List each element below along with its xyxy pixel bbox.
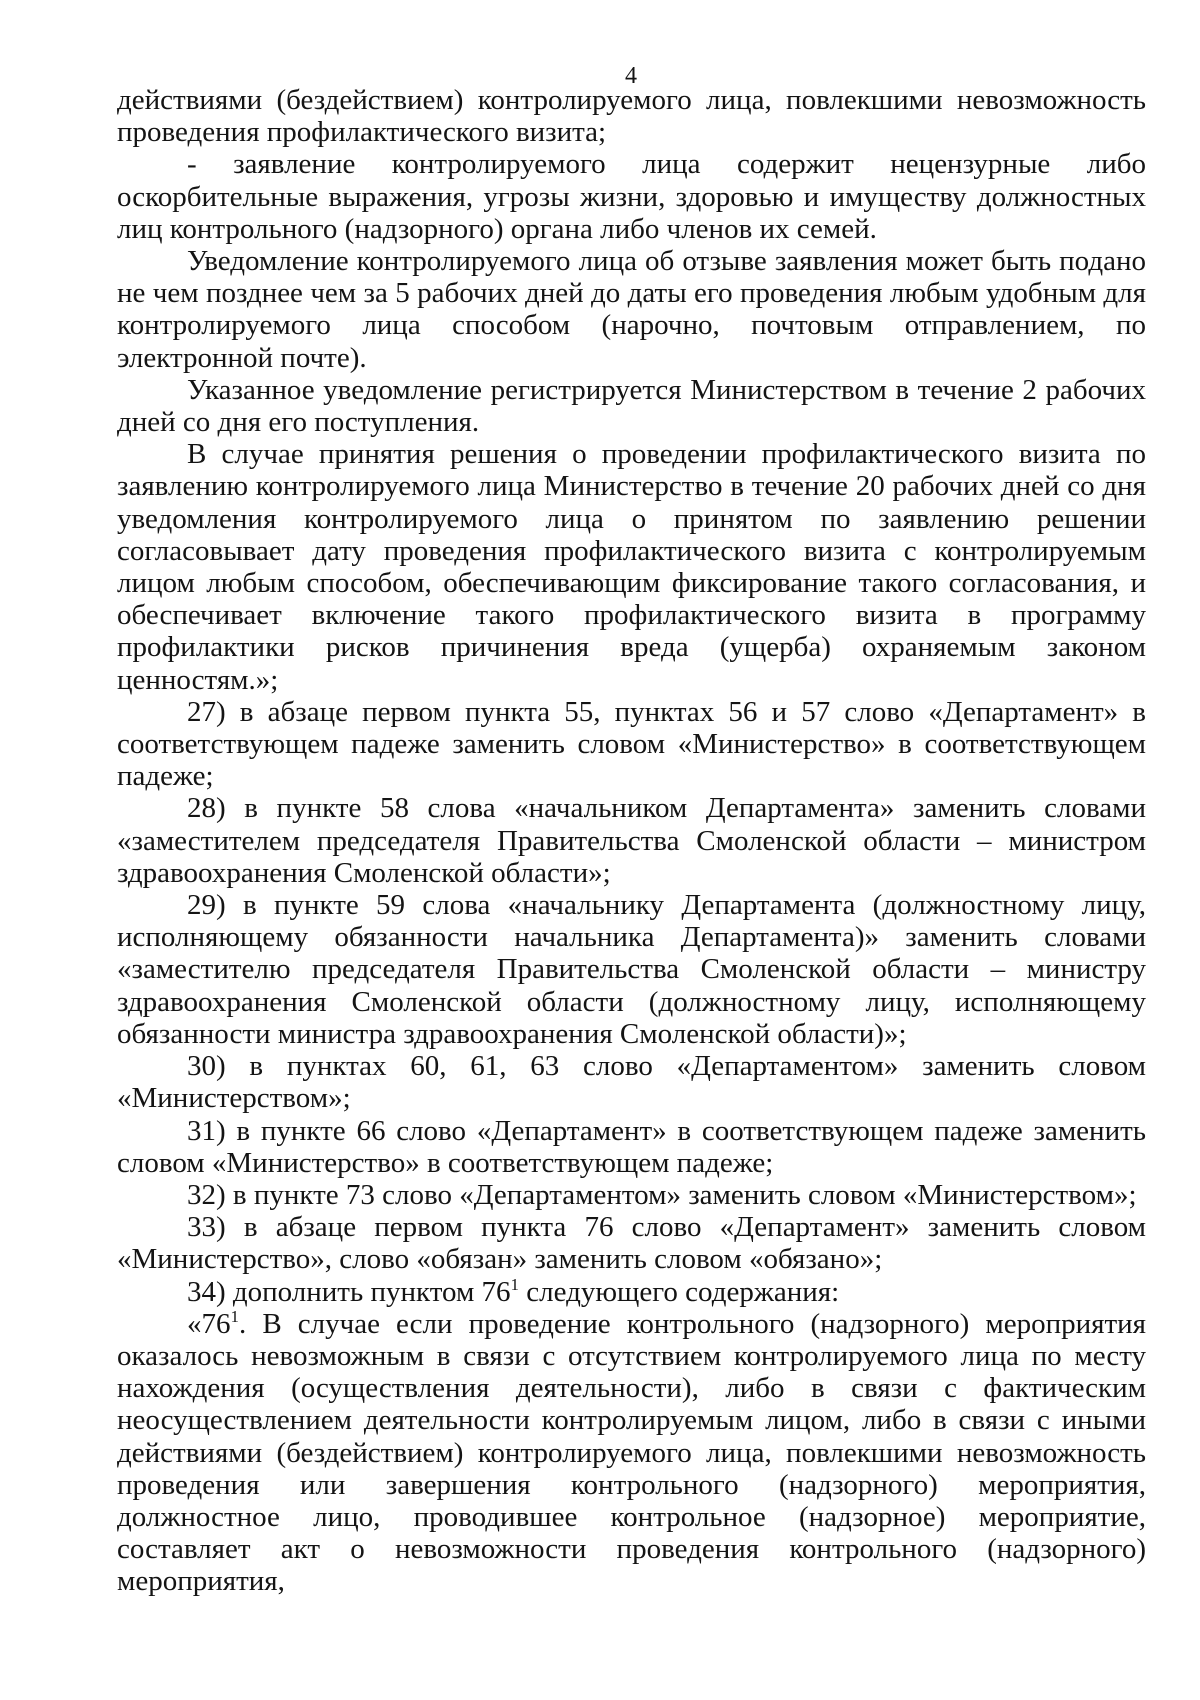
paragraph: Указанное уведомление регистрируется Министерством в течение 2 рабочих дней со дня его поступления. (117, 373, 1146, 439)
list-item: 28) в пункте 58 слова «начальником Департамента» заменить словами «заместителем председателя Правительства Смоленской области – министром здравоохранения Смоленской области»; (117, 792, 1146, 889)
list-item: 33) в абзаце первом пункта 76 слово «Департамент» заменить словом «Министерство», слово «обязан» заменить словом «обязано»; (117, 1211, 1146, 1276)
list-item: 32) в пункте 73 слово «Департаментом» заменить словом «Министерством»; (187, 1178, 1137, 1211)
superscript: 1 (510, 1274, 520, 1294)
paragraph: Уведомление контролируемого лица об отзыве заявления может быть подано не чем позднее чем за 5 рабочих дней до даты его проведения любым удобным для контролируемого лица способом (нарочно, почтовым отправлением, по электронной почте). (117, 245, 1146, 374)
paragraph: действиями (бездействием) контролируемого лица, повлекшими невозможность проведения профилактического визита; (117, 84, 1146, 149)
list-item: 31) в пункте 66 слово «Департамент» в соответствующем падеже заменить словом «Министерство» в соответствующем падеже; (117, 1114, 1146, 1179)
item34-text: 34) дополнить пунктом 76 (187, 1275, 511, 1308)
quote-start: «76 (187, 1307, 231, 1340)
document-body (117, 84, 1146, 1598)
list-item: 29) в пункте 59 слова «начальнику Департамента (должностному лицу, исполняющему обязанности начальника Департамента)» заменить словами «заместителю председателя Правительства Смоленской области – министру здравоохранения Смоленской области (должностному лицу, исполняющему обязанности министра здравоохранения Смоленской области)»; (117, 889, 1146, 1050)
paragraph: - заявление контролируемого лица содержит нецензурные либо оскорбительные выражения, угрозы жизни, здоровью и имуществу должностных лиц контрольного (надзорного) органа либо членов их семей. (117, 148, 1146, 245)
page-number: 4 (625, 63, 637, 89)
list-item (117, 1276, 1146, 1308)
item34-text-end: следующего содержания: (519, 1275, 840, 1308)
list-item: 30) в пунктах 60, 61, 63 слово «Департаментом» заменить словом «Министерством»; (117, 1050, 1146, 1115)
superscript: 1 (230, 1306, 239, 1326)
list-item: 27) в абзаце первом пункта 55, пунктах 56 и 57 слово «Департамент» в соответствующем падеже заменить словом «Министерство» в соответствующем падеже; (117, 695, 1146, 793)
quoted-clause (117, 1308, 1146, 1598)
paragraph: В случае принятия решения о проведении профилактического визита по заявлению контролируемого лица Министерство в течение 20 рабочих дней со дня уведомления контролируемого лица о принятом по заявлению решении согласовывает дату проведения профилактического визита с контролируемым лицом любым способом, обеспечивающим фиксирование такого согласования, и обеспечивает включение такого профилактического визита в программу профилактики рисков причинения вреда (ущерба) охраняемым законом ценностям.»; (117, 438, 1146, 696)
quote-text: . В случае если проведение контрольного (надзорного) мероприятия оказалось невозможным в связи с отсутствием контролируемого лица по месту нахождения (осуществления деятельности), либо в связи с фактическим неосуществлением деятельности контролируемым лицом, либо в связи с иными действиями (бездействием) контролируемого лица, повлекшими невозможность проведения или завершения контрольного (надзорного) мероприятия, должностное лицо, проводившее контрольное (надзорное) мероприятие, составляет акт о невозможности проведения контрольного (надзорного) мероприятия, (117, 1307, 1146, 1598)
